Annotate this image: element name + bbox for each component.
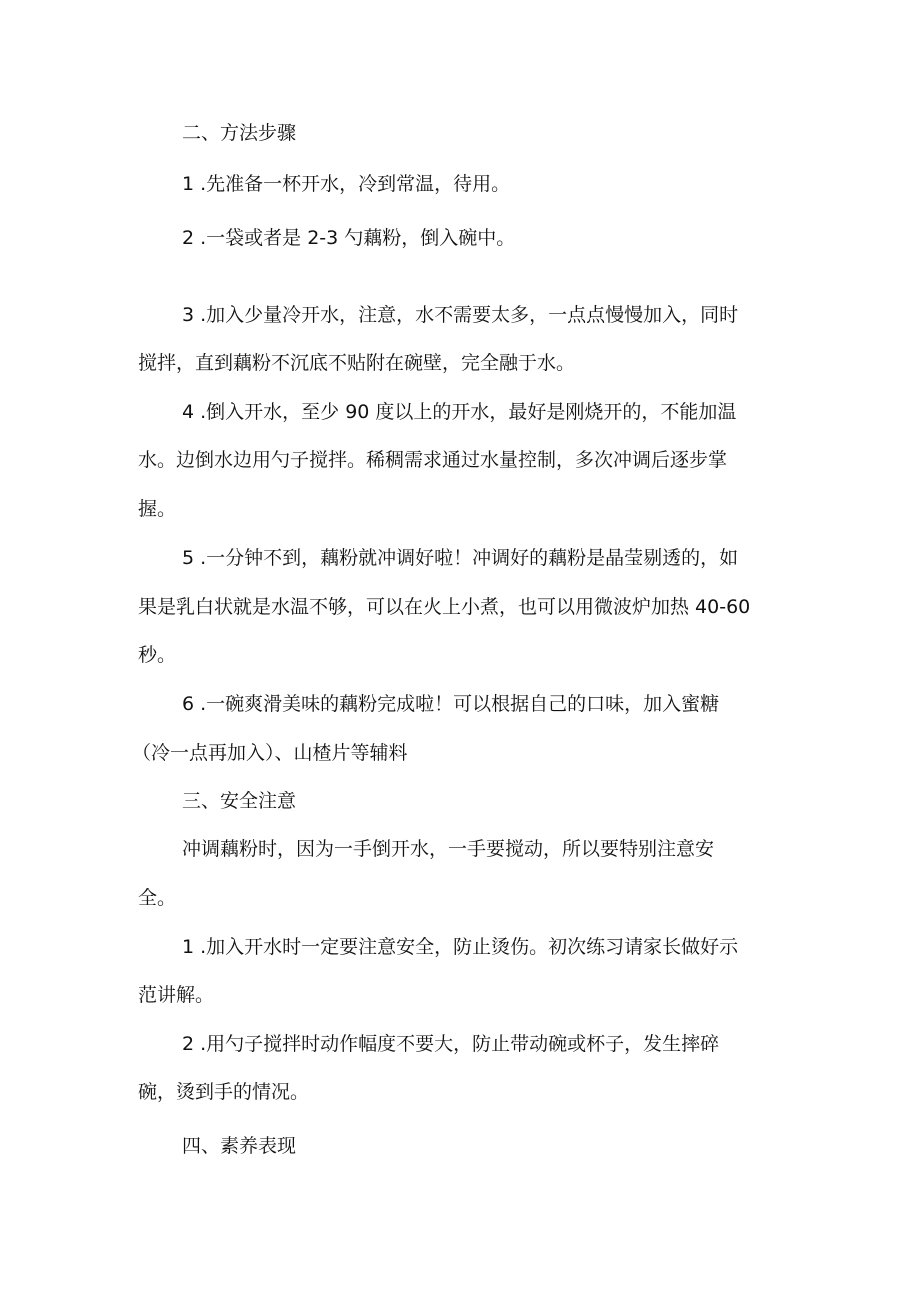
safety-item-1-line-2: 范讲解。 (138, 984, 215, 1006)
step-5-line-2: 果是乳白状就是水温不够，可以在火上小煮，也可以用微波炉加热 40-60 (138, 596, 751, 618)
step-3-line-1: 3 .加入少量冷开水，注意，水不需要太多，一点点慢慢加入，同时 (182, 304, 739, 326)
step-3-line-2: 搅拌，直到藕粉不沉底不贴附在碗壁，完全融于水。 (138, 352, 576, 374)
safety-intro-line-2: 全。 (138, 887, 177, 909)
step-6-line-2: （冷一点再加入）、山楂片等辅料 (132, 742, 408, 764)
step-5-line-1: 5 .一分钟不到，藕粉就冲调好啦！冲调好的藕粉是晶莹剔透的，如 (182, 547, 739, 569)
step-5-line-3: 秒。 (138, 644, 177, 666)
safety-item-2-line-1: 2 .用勺子搅拌时动作幅度不要大，防止带动碗或杯子，发生摔碎 (182, 1033, 720, 1055)
step-6-line-1: 6 .一碗爽滑美味的藕粉完成啦！可以根据自己的口味，加入蜜糖 (182, 693, 720, 715)
step-2-line-1: 2 .一袋或者是 2-3 勺藕粉，倒入碗中。 (182, 227, 516, 249)
section-heading-methods: 二、方法步骤 (182, 122, 297, 144)
section-heading-literacy: 四、素养表现 (182, 1135, 297, 1157)
safety-item-1-line-1: 1 .加入开水时一定要注意安全，防止烫伤。初次练习请家长做好示 (182, 936, 739, 958)
step-4-line-2: 水。边倒水边用勺子搅拌。稀稠需求通过水量控制，多次冲调后逐步掌 (138, 449, 728, 471)
step-1-line-1: 1 .先准备一杯开水，冷到常温，待用。 (182, 173, 511, 195)
step-4-line-1: 4 .倒入开水，至少 90 度以上的开水，最好是刚烧开的，不能加温 (182, 401, 737, 423)
safety-intro-line-1: 冲调藕粉时，因为一手倒开水，一手要搅动，所以要特别注意安 (182, 838, 715, 860)
step-4-line-3: 握。 (138, 498, 177, 520)
section-heading-safety: 三、安全注意 (182, 790, 297, 812)
safety-item-2-line-2: 碗，烫到手的情况。 (138, 1081, 310, 1103)
